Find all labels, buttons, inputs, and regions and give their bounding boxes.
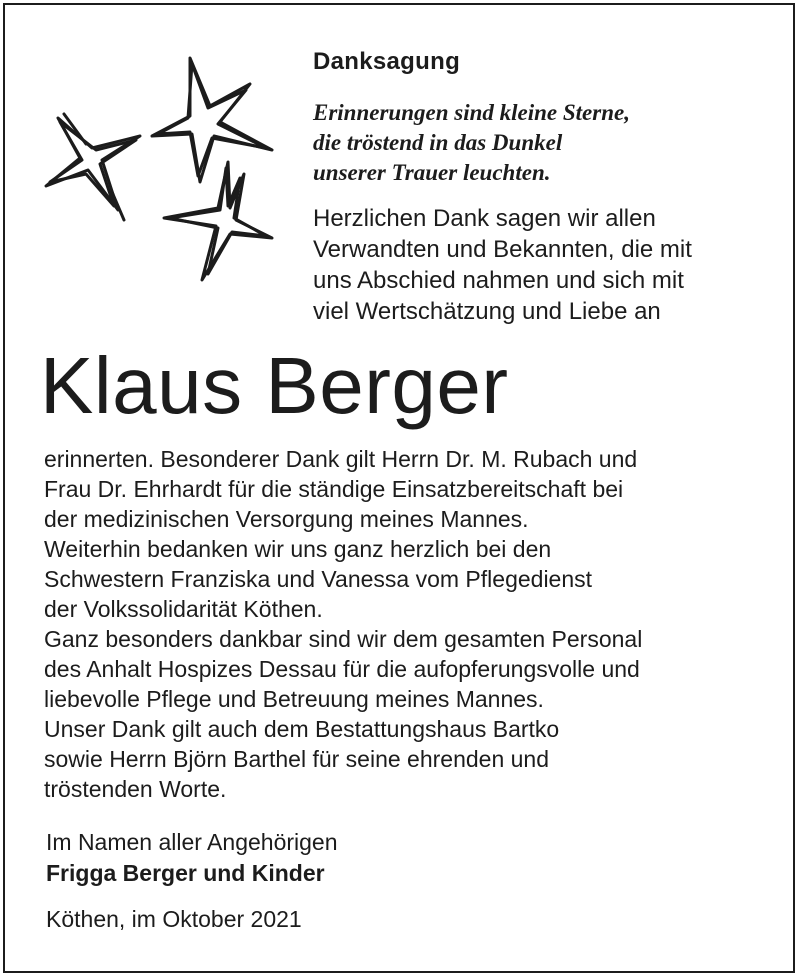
body-line: Frau Dr. Ehrhardt für die ständige Einsatzbereitschaft bei xyxy=(44,476,624,502)
closing xyxy=(46,827,338,889)
body-line: der medizinischen Versorgung meines Mannes. xyxy=(44,506,529,532)
place-date: Köthen, im Oktober 2021 xyxy=(46,906,302,932)
stars-icon xyxy=(40,50,280,290)
body-line: Weiterhin bedanken wir uns ganz herzlich bei den xyxy=(44,536,552,562)
body-line: Ganz besonders dankbar sind wir dem gesamten Personal xyxy=(44,626,643,652)
body-line: erinnerten. Besonderer Dank gilt Herrn Dr. M. Rubach und xyxy=(44,446,638,472)
star-icon-left xyxy=(46,114,140,220)
quote-line: unserer Trauer leuchten. xyxy=(313,160,551,185)
intro-line: Verwandten und Bekannten, die mit xyxy=(313,236,692,263)
star-icon-top xyxy=(152,58,272,182)
body-line: Unser Dank gilt auch dem Bestattungshaus Bartko xyxy=(44,716,560,742)
closing-phrase: Im Namen aller Angehörigen xyxy=(46,829,338,855)
deceased-name: Klaus Berger xyxy=(40,341,509,430)
body-text xyxy=(44,444,784,804)
intro-line: uns Abschied nahmen und sich mit xyxy=(313,267,684,294)
star-icon-bottom xyxy=(164,162,272,280)
quote-line: die tröstend in das Dunkel xyxy=(313,130,563,155)
body-line: sowie Herrn Björn Barthel für seine ehrenden und xyxy=(44,746,550,772)
quote-line: Erinnerungen sind kleine Sterne, xyxy=(313,100,630,125)
body-line: liebevolle Pflege und Betreuung meines Mannes. xyxy=(44,686,544,712)
body-line: tröstenden Worte. xyxy=(44,776,227,802)
body-line: des Anhalt Hospizes Dessau für die aufopferungsvolle und xyxy=(44,656,640,682)
signer: Frigga Berger und Kinder xyxy=(46,860,325,886)
notice-title: Danksagung xyxy=(313,48,461,75)
body-line: Schwestern Franziska und Vanessa vom Pflegedienst xyxy=(44,566,593,592)
intro-line: viel Wertschätzung und Liebe an xyxy=(313,298,661,325)
intro-line: Herzlichen Dank sagen wir allen xyxy=(313,205,656,232)
body-line: der Volkssolidarität Köthen. xyxy=(44,596,323,622)
intro-text xyxy=(313,203,692,327)
quote xyxy=(313,98,630,188)
